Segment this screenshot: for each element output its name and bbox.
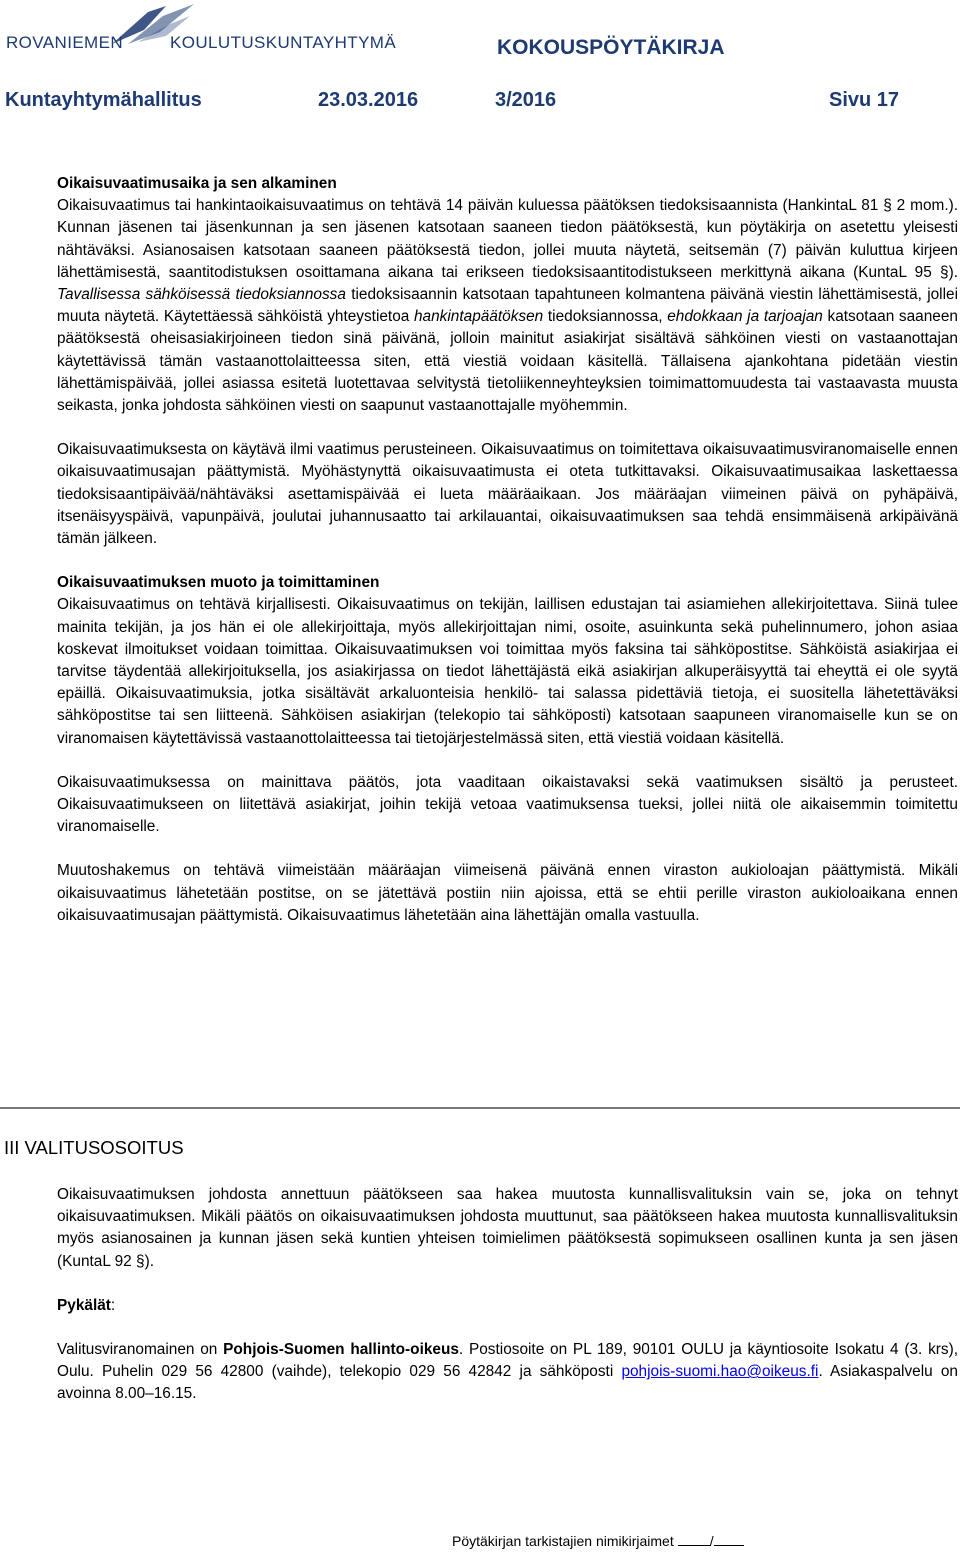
paragraph-appeal-deadline: Muutoshakemus on tehtävä viimeistään määräajan viimeisenä päivänä ennen viraston aukioloajan päättymistä. Mikäli oikaisuvaatimus lähetetään postitse, on se jätettävä postiin niin ajoissa, että se ehtii perille viraston aukioloaikana ennen oikaisuvaatimusajan päättymistä. Oikaisuvaatimus lähetetään aina lähettäjän omalla vastuulla. bbox=[57, 862, 958, 924]
footer-label: Pöytäkirjan tarkistajien nimikirjaimet bbox=[452, 1533, 674, 1549]
text-run: tiedoksisaannin katsotaan tapahtuneen kolmantena päivänä viestin lähettämisestä, jollei muuta näytetä. Käytettäessä sähköistä yhteystietoa bbox=[57, 286, 959, 326]
authority-name: Pohjois-Suomen hallinto-oikeus bbox=[223, 1341, 459, 1359]
text-run: tiedoksiannossa, bbox=[543, 308, 668, 326]
logo-text-left: ROVANIEMEN bbox=[6, 33, 124, 52]
paragraph-appeal-time bbox=[57, 195, 958, 417]
initials-blank-1 bbox=[678, 1545, 710, 1546]
paragraph-appeal-form: Oikaisuvaatimus on tehtävä kirjallisesti. Oikaisuvaatimus on tekijän, laillisen edustajan tai asiamiehen allekirjoitettava. Siinä tulee mainita tekijän, ja jos hän ei ole allekirjoittaja, myös allekirjoittajan nimi, osoite, asuinkunta sekä puhelinnumero, johon asiaa koskevat ilmoitukset voidaan toimittaa. Oikaisuvaatimuksen voi toimittaa myös faksina tai sähköpostitse. Sähköistä asiakirjaa ei tarvitse täydentää allekirjoituksella, jos asiakirjassa on tiedot lähettäjästä eikä asiakirjan alkuperäisyyttä tai eheyttä ei ole syytä epäillä. Oikaisuvaatimuksia, jotka sisältävät arkaluonteisia henkilö- tai salassa pidettäviä tietoja, ei suositella lähetettäväksi sähköpostitse tai sen liitteenä. Sähköisen asiakirjan (telekopio tai sähköposti) katsotaan saapuneen viranomaiselle kun se on viranomaisen käytettävissä vastaanottolaitteessa tai tietojärjestelmässä siten, että viestiä voidaan käsitellä. bbox=[57, 596, 958, 747]
footer-slash: / bbox=[709, 1533, 714, 1549]
sections-label-line bbox=[57, 1295, 958, 1317]
document-type: KOKOUSPÖYTÄKIRJA bbox=[497, 36, 725, 59]
complaint-instructions-body bbox=[57, 1184, 958, 1406]
text-run: Oikaisuvaatimus tai hankintaoikaisuvaatimus on tehtävä 14 päivän kuluessa päätöksen tiedoksisaannista (HankintaL 81 § 2 mom.). Kunnan jäsenen tai jäsenkunnan ja sen jäsenen katsotaan saaneen tiedon päätöksestä, kun pöytäkirja on asetettu yleisesti nähtäväksi. Asianosaisen katsotaan saaneen päätöksestä tiedon, jollei muuta näytetä, seitsemän (7) päivän kuluttua kirjeen lähettämisestä, saantitodistuksen osoittamana aikana tai erikseen tiedoksisaantitodistukseen merkittynä aikana (KuntaL 95 §). bbox=[57, 197, 958, 281]
paragraph-appeal-requirements: Oikaisuvaatimuksessa on mainittava päätös, jota vaaditaan oikaistavaksi sekä vaatimuksen sisältö ja perusteet. Oikaisuvaatimukseen on liitettävä asiakirjat, joihin tekijä vetoaa vaatimuksensa tueksi, jollei niitä ole aikaisemmin toimitettu viranomaiselle. bbox=[57, 773, 958, 836]
document-header bbox=[5, 89, 955, 115]
text-run-italic: ehdokkaan ja tarjoajan bbox=[667, 308, 823, 326]
logo-text-right: KOULUTUSKUNTAYHTYMÄ bbox=[170, 33, 397, 52]
section-divider bbox=[0, 1107, 960, 1109]
text-run-italic: Tavallisessa sähköisessä tiedoksiannossa bbox=[57, 286, 346, 304]
text-run: . Asiakaspalvelu on avoinna 8.00–16.15. bbox=[57, 1363, 958, 1403]
sections-label-colon: : bbox=[110, 1296, 116, 1314]
initials-blank-2 bbox=[714, 1545, 744, 1546]
header-date: 23.03.2016 bbox=[318, 89, 419, 111]
header-meeting-number: 3/2016 bbox=[495, 89, 557, 111]
text-run: Valitusviranomainen on bbox=[57, 1341, 224, 1359]
email-link[interactable]: pohjois-suomi.hao@oikeus.fi bbox=[621, 1363, 819, 1381]
text-run: . Postiosoite on PL 189, 90101 OULU ja käyntiosoite Isokatu 4 (3. krs), Oulu. Puhelin 029 56 42800 (vaihde), telekopio 029 56 42842 ja sähköposti bbox=[57, 1341, 958, 1381]
section-heading-appeal-time: Oikaisuvaatimusaika ja sen alkaminen bbox=[57, 175, 337, 192]
sections-label: Pykälät bbox=[57, 1296, 111, 1314]
paragraph-complaint-right: Oikaisuvaatimuksen johdosta annettuun päätökseen saa hakea muutosta kunnallisvalituksin vain se, joka on tehnyt oikaisuvaatimuksen. Mikäli päätös on oikaisuvaatimuksen johdosta muuttunut, saa päätökseen hakea muutosta kunnallisvalituksin myös asianosainen ja kunnan jäsen sekä kuntien yhteisen toimielimen päätöksestä sopimukseen osallinen kunta ja sen jäsen (KuntaL 92 §). bbox=[57, 1186, 958, 1270]
document-body bbox=[57, 173, 958, 927]
header-page-number: Sivu 17 bbox=[829, 89, 900, 111]
text-run: katsotaan saaneen päätöksestä oheisasiakirjoineen tiedon sinä päivänä, jolloin mainitut asiakirjat sisältävä sähköinen viesti on vastaanottajan käytettävissä tämän vastaanottolaitteessa siten, että viestiä voidaan käsitellä. Tällaisena ajankohtana pidetään viestin lähettämispäivää, jollei asiassa esitetä luotettavaa selvitystä tietoliikenneyhteyksien toimimattomuudesta tai vastaavasta muusta seikasta, jonka johdosta sähköinen viesti on saapunut vastaanottajalle myöhemmin. bbox=[57, 308, 958, 415]
paragraph-appeal-content: Oikaisuvaatimuksesta on käytävä ilmi vaatimus perusteineen. Oikaisuvaatimus on toimitettava oikaisuvaatimusviranomaiselle ennen oikaisuvaatimusajan päättymistä. Myöhästynyttä oikaisuvaatimusta ei oteta tutkittavaksi. Oikaisuvaatimusaikaa laskettaessa tiedoksisaantipäivää/nähtäväksi asettamispäivää ei lueta määräaikaan. Jos määräajan viimeinen päivä on pyhäpäivä, itsenäisyyspäivä, vapunpäivä, joulutai juhannusaatto tai arkilauantai, oikaisuvaatimuksen saa tehdä ensimmäisenä arkipäivänä tämän jälkeen. bbox=[57, 441, 958, 548]
footer-initials-line bbox=[452, 1533, 744, 1549]
organization-logo bbox=[0, 0, 397, 60]
text-run-italic: hankintapäätöksen bbox=[414, 308, 544, 326]
section-heading-appeal-form: Oikaisuvaatimuksen muoto ja toimittaminen bbox=[57, 574, 380, 592]
paragraph-appeal-authority bbox=[57, 1339, 958, 1406]
header-body: Kuntayhtymähallitus bbox=[5, 89, 202, 111]
section-heading-complaint-instructions: III VALITUSOSOITUS bbox=[4, 1137, 184, 1158]
